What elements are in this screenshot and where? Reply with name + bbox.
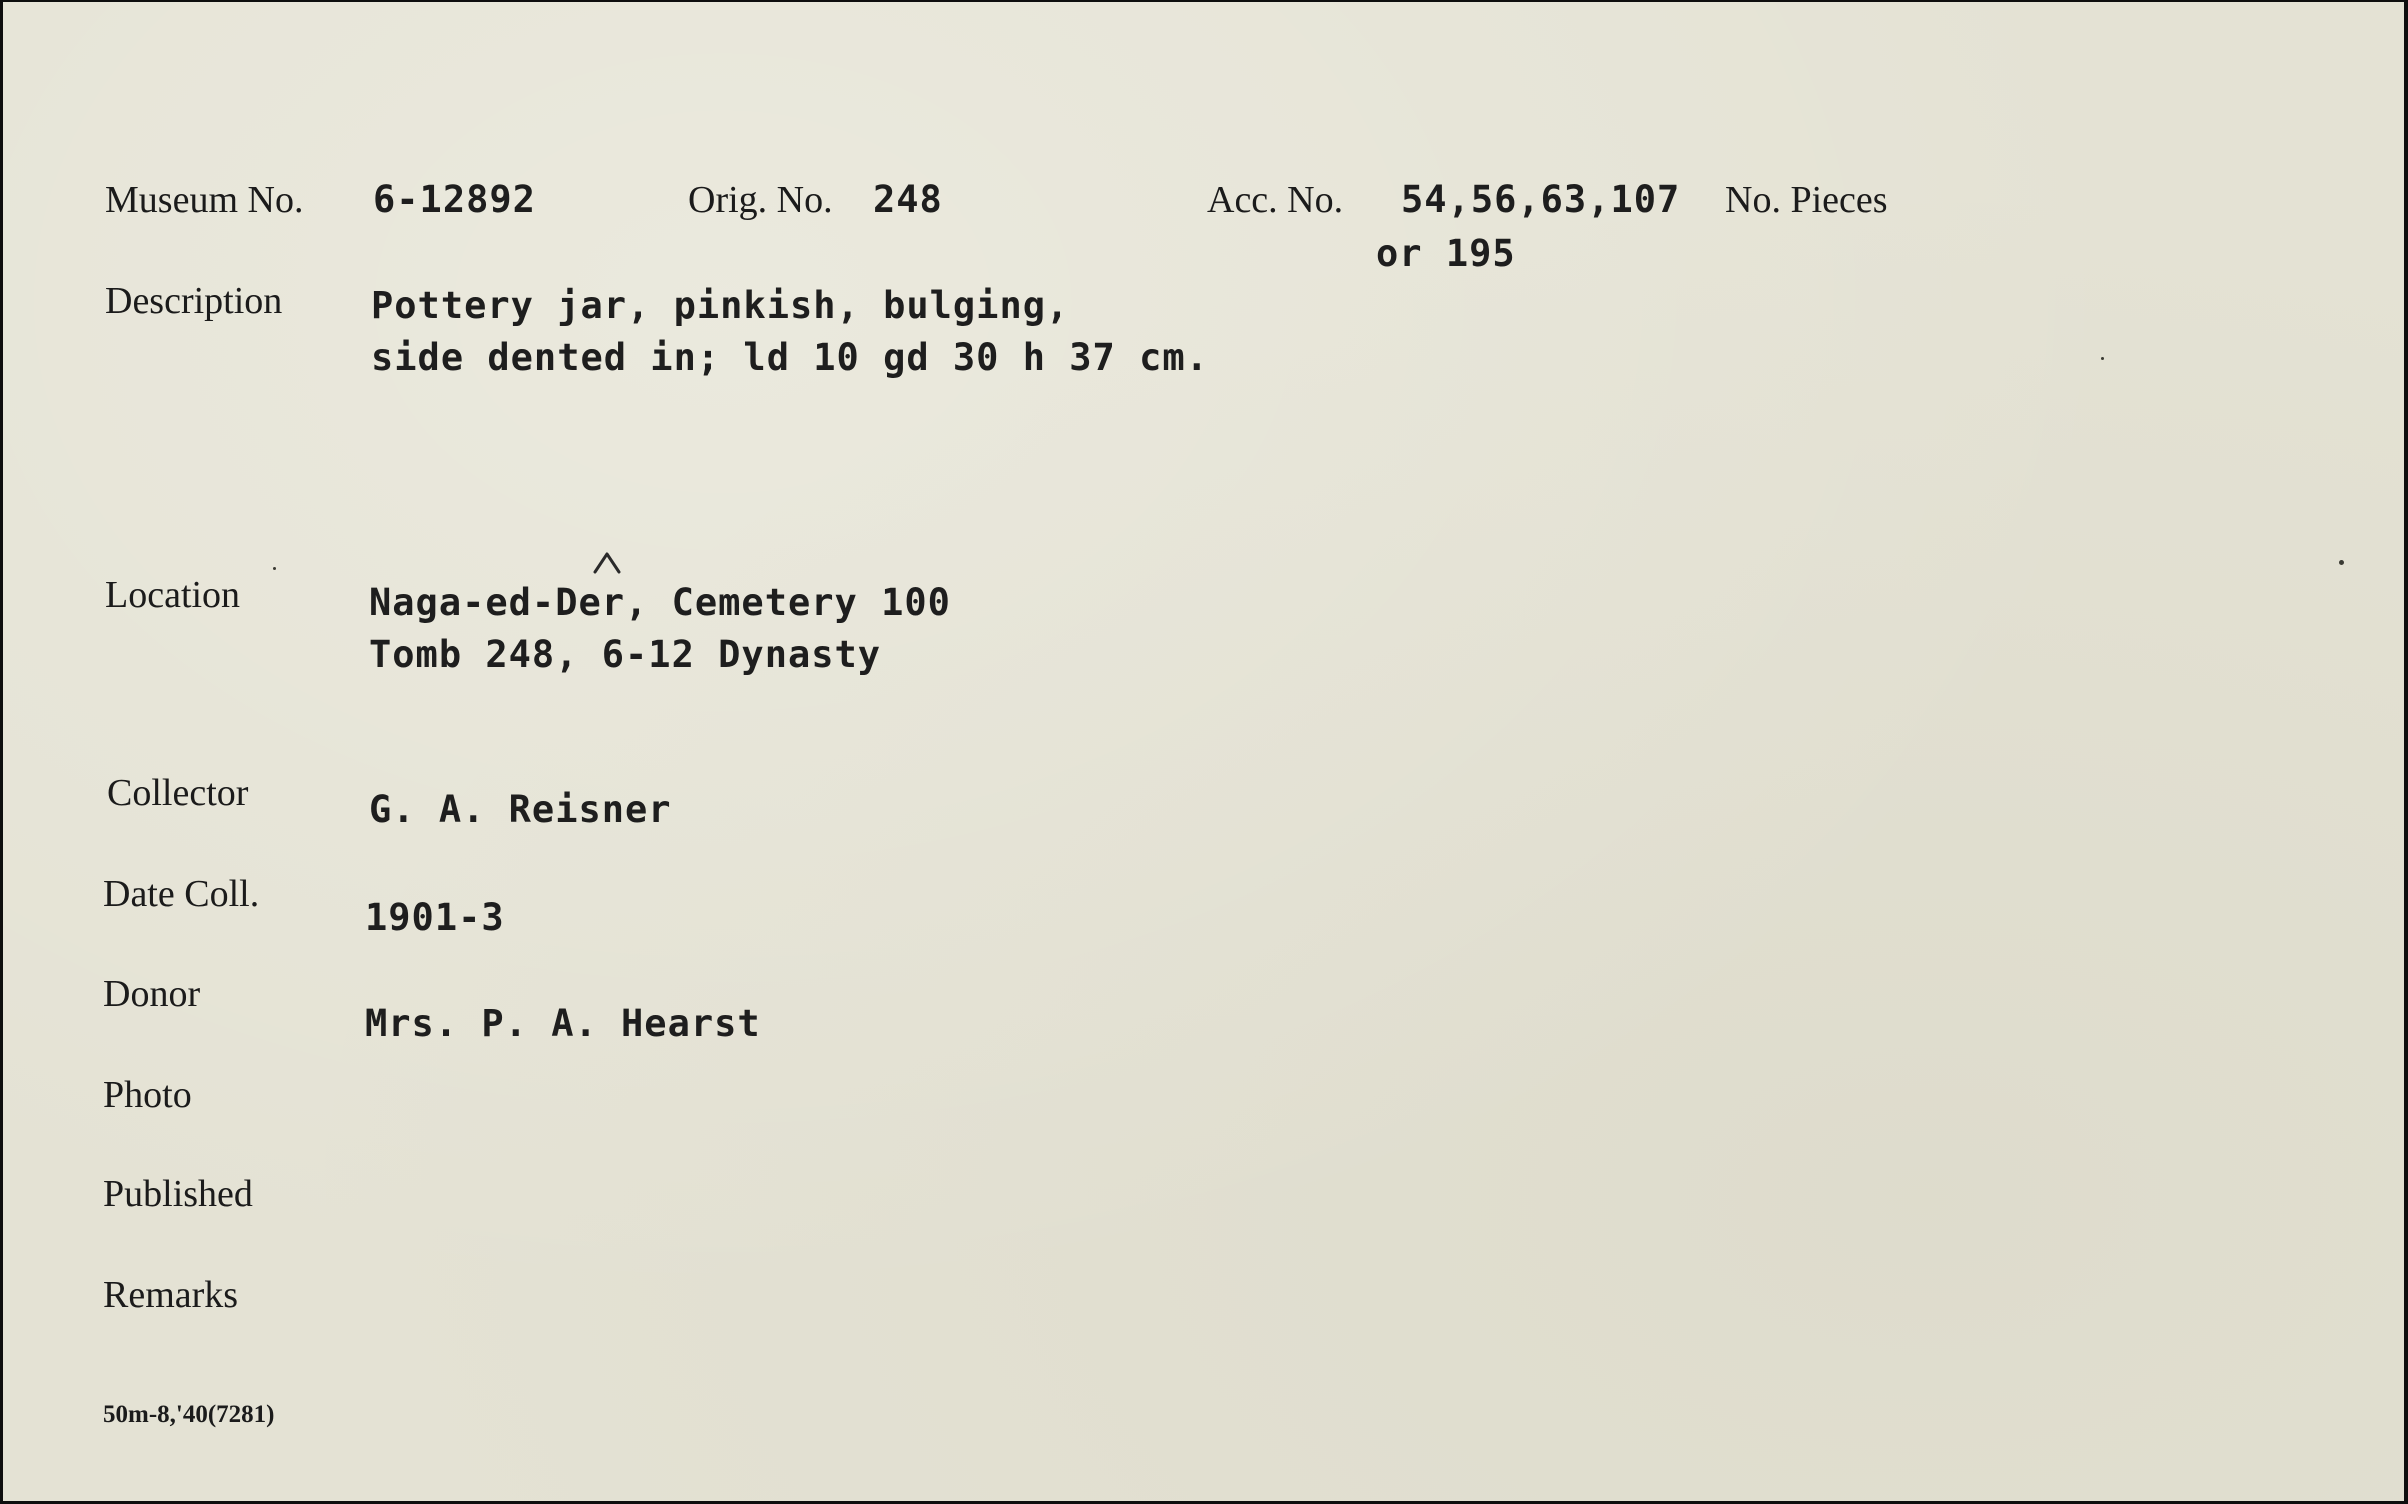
donor-label: Donor <box>103 973 201 1015</box>
acc-no-label: Acc. No. <box>1207 179 1344 221</box>
date-coll-label: Date Coll. <box>103 873 260 915</box>
location-line2: Tomb 248, 6-12 Dynasty <box>369 633 882 676</box>
location-line1: Naga-ed-Der, Cemetery 100 <box>369 581 951 624</box>
form-code: 50m-8,'40(7281) <box>103 1401 275 1428</box>
collector-label: Collector <box>107 772 249 814</box>
collector-value: G. A. Reisner <box>369 788 672 831</box>
acc-no-value-line2: or 195 <box>1376 232 1516 275</box>
description-line1: Pottery jar, pinkish, bulging, <box>371 284 1070 327</box>
catalog-card <box>3 2 2404 1501</box>
orig-no-label: Orig. No. <box>688 179 833 221</box>
acc-no-value-line1: 54,56,63,107 <box>1401 178 1681 221</box>
paper-speck <box>2339 560 2344 565</box>
handwritten-caret-mark <box>591 550 623 576</box>
paper-speck <box>273 567 276 570</box>
photo-label: Photo <box>103 1074 192 1116</box>
no-pieces-label: No. Pieces <box>1725 179 1888 221</box>
museum-no-value: 6-12892 <box>373 178 536 221</box>
description-line2: side dented in; ld 10 gd 30 h 37 cm. <box>371 336 1209 379</box>
orig-no-value: 248 <box>873 178 943 221</box>
paper-speck <box>2101 357 2104 360</box>
published-label: Published <box>103 1173 253 1215</box>
donor-value: Mrs. P. A. Hearst <box>365 1002 761 1045</box>
remarks-label: Remarks <box>103 1274 239 1316</box>
description-label: Description <box>105 280 283 322</box>
date-coll-value: 1901-3 <box>365 896 505 939</box>
location-label: Location <box>105 574 241 616</box>
museum-no-label: Museum No. <box>105 179 304 221</box>
